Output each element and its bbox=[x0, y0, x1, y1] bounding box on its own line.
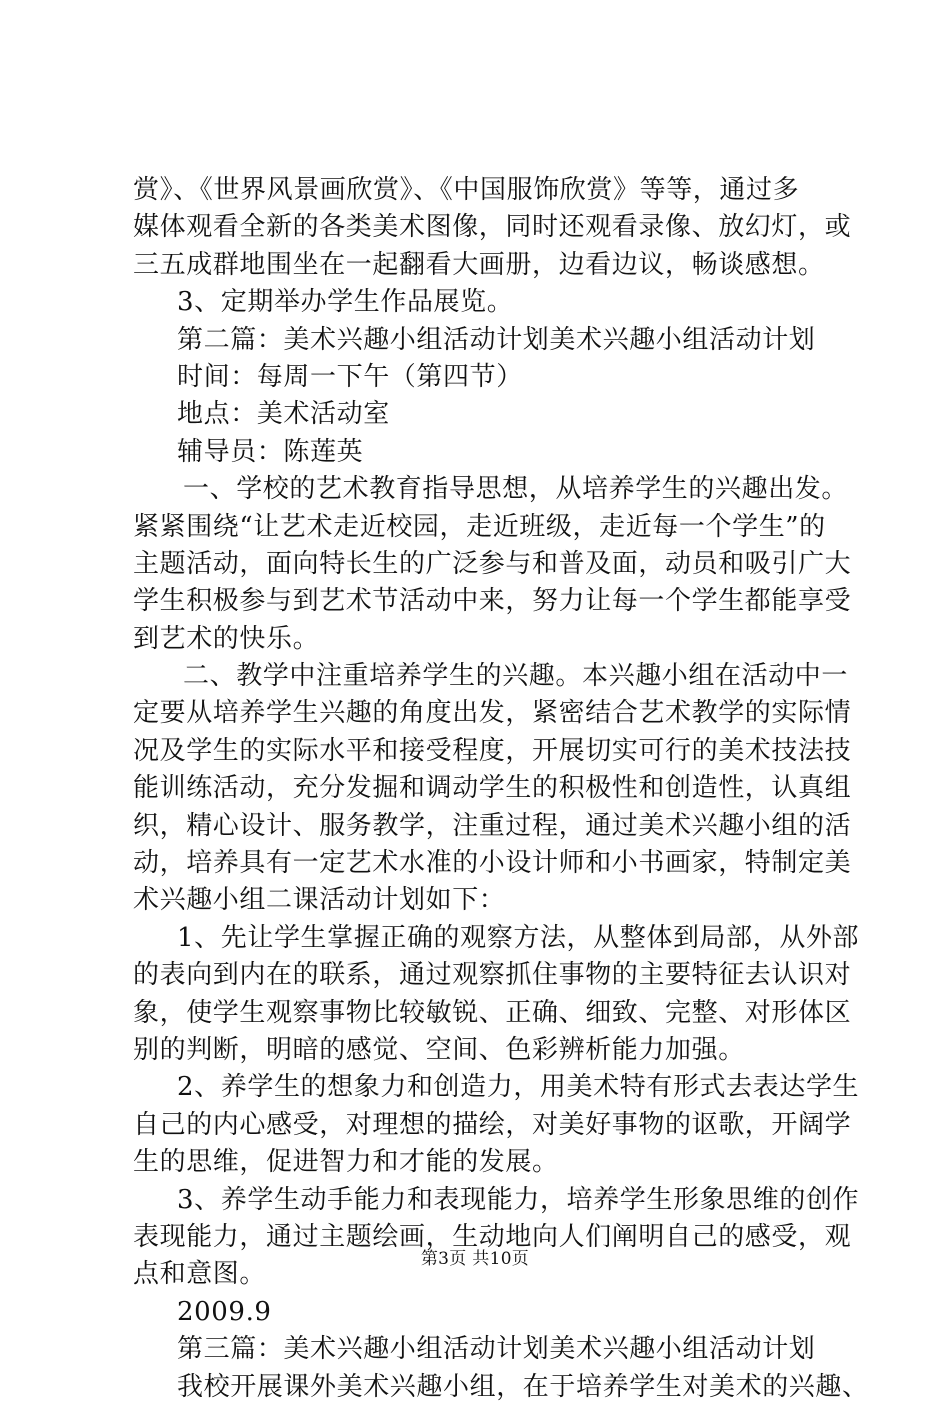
text-line: 主题活动，面向特长生的广泛参与和普及面，动员和吸引广大 bbox=[133, 548, 852, 579]
text-line: 术兴趣小组二课活动计划如下： bbox=[133, 885, 506, 916]
section-heading: 第二篇：美术兴趣小组活动计划美术兴趣小组活动计划 bbox=[177, 324, 816, 355]
text-line: 动，培养具有一定艺术水准的小设计师和小书画家，特制定美 bbox=[133, 848, 852, 879]
text-line: 时间：每周一下午（第四节） bbox=[177, 361, 523, 392]
text-line: 赏》、《世界风景画欣赏》、《中国服饰欣赏》等等，通过多 bbox=[133, 175, 800, 205]
text-line: 况及学生的实际水平和接受程度，开展切实可行的美术技法技 bbox=[133, 735, 852, 766]
text-line: 二、教学中注重培养学生的兴趣。本兴趣小组在活动中一 bbox=[183, 661, 849, 692]
text-line: 辅导员：陈莲英 bbox=[177, 436, 364, 467]
text-line: 紧紧围绕“让艺术走近校园，走近班级，走近每一个学生”的 bbox=[133, 511, 826, 542]
date-line: 2009.9 bbox=[177, 1296, 272, 1327]
text-line: 3、养学生动手能力和表现能力，培养学生形象思维的创作 bbox=[177, 1184, 860, 1215]
text-line: 学生积极参与到艺术节活动中来，努力让每一个学生都能享受 bbox=[133, 586, 852, 617]
text-line: 到艺术的快乐。 bbox=[133, 623, 320, 654]
text-line: 地点：美术活动室 bbox=[177, 399, 390, 430]
text-line: 表现能力，通过主题绘画，生动地向人们阐明自己的感受，观 bbox=[133, 1221, 852, 1252]
text-line: 3、定期举办学生作品展览。 bbox=[177, 287, 514, 318]
text-line: 织，精心设计、服务教学，注重过程，通过美术兴趣小组的活 bbox=[133, 810, 852, 841]
text-line: 1、先让学生掌握正确的观察方法，从整体到局部，从外部 bbox=[177, 922, 860, 953]
text-line: 象，使学生观察事物比较敏锐、正确、细致、完整、对形体区 bbox=[133, 997, 852, 1028]
text-line: 的表向到内在的联系，通过观察抓住事物的主要特征去认识对 bbox=[133, 960, 852, 991]
section-heading: 第三篇：美术兴趣小组活动计划美术兴趣小组活动计划 bbox=[177, 1334, 816, 1365]
text-line: 别的判断，明暗的感觉、空间、色彩辨析能力加强。 bbox=[133, 1034, 745, 1065]
text-line: 能训练活动，充分发掘和调动学生的积极性和创造性，认真组 bbox=[133, 773, 852, 804]
text-line: 媒体观看全新的各类美术图像，同时还观看录像、放幻灯，或 bbox=[133, 212, 852, 243]
text-line: 我校开展课外美术兴趣小组，在于培养学生对美术的兴趣、 bbox=[177, 1371, 869, 1402]
document-body bbox=[133, 172, 869, 1406]
text-line: 三五成群地围坐在一起翻看大画册，边看边议，畅谈感想。 bbox=[133, 249, 825, 280]
text-line: 定要从培养学生兴趣的角度出发，紧密结合艺术教学的实际情 bbox=[133, 698, 852, 729]
text-line: 自己的内心感受，对理想的描绘，对美好事物的讴歌，开阔学 bbox=[133, 1109, 852, 1140]
text-line: 2、养学生的想象力和创造力，用美术特有形式去表达学生 bbox=[177, 1072, 860, 1103]
page-number-footer: 第3页 共10页 bbox=[420, 1249, 530, 1269]
text-line: 生的思维，促进智力和才能的发展。 bbox=[133, 1147, 559, 1178]
text-line: 一、学校的艺术教育指导思想，从培养学生的兴趣出发。 bbox=[183, 474, 849, 505]
text-line: 点和意图。 bbox=[133, 1259, 267, 1290]
